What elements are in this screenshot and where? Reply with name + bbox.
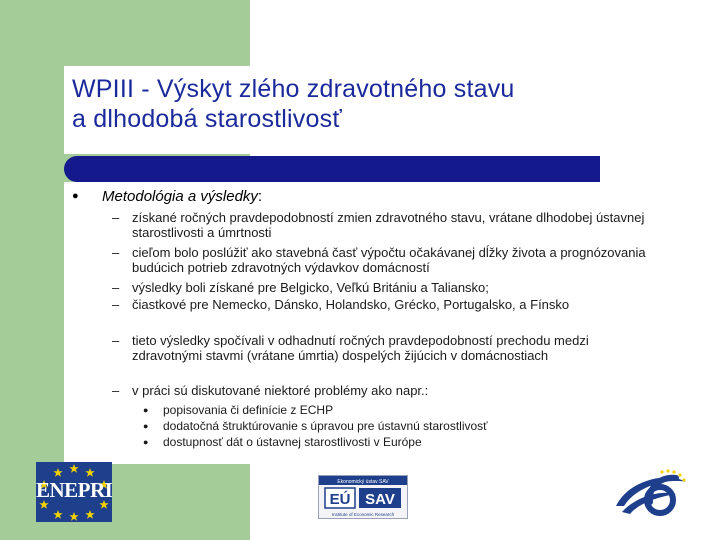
sub-bullet-text: v práci sú diskutované niektoré problémy ako napr.: <box>132 383 429 398</box>
sav-logo-eu: EÚ <box>329 491 351 508</box>
enepri-logo-text: ENEPRI <box>36 478 112 502</box>
sub-sub-bullet-text: dostupnosť dát o ústavnej starostlivosti v Európe <box>163 435 422 449</box>
bullet-dot-icon: ● <box>143 405 149 415</box>
dash-icon: – <box>112 210 120 225</box>
sub-bullet-text: tieto výsledky spočívali v odhadnutí ročných pravdepodobností prechodu medzi zdravotnými stavmi (vrátane úmrtia) dospelých žijúcich v domácnostiach <box>132 333 589 363</box>
sav-logo <box>318 475 408 519</box>
sub-sub-bullet-text: dodatočná štruktúrovanie s úpravou pre ústavnú starostlivosť <box>163 419 488 433</box>
dash-icon: – <box>112 333 120 348</box>
sub-bullet-text: získané ročných pravdepodobností zmien zdravotného stavu, vrátane dlhodobej ústavnej starostlivosti a úmrtnosti <box>132 210 645 240</box>
sav-logo-header: Ekonomický ústav SAV <box>337 479 389 485</box>
enepri-logo <box>36 462 112 522</box>
main-bullet-suffix: : <box>257 188 263 205</box>
slide-title-line2: a dlhodobá starostlivosť <box>72 105 342 133</box>
sub-bullet-text: čiastkové pre Nemecko, Dánsko, Holandsko, Grécko, Portugalsko, a Fínsko <box>132 297 570 312</box>
bullet-dot-icon: ● <box>143 437 149 447</box>
main-bullet-label: Metodológia a výsledky <box>102 188 258 205</box>
sub-bullet-text: výsledky boli získané pre Belgicko, Veľkú Britániu a Taliansko; <box>132 280 489 295</box>
dash-icon: – <box>112 280 120 295</box>
slide-title-line1: WPIII - Výskyt zlého zdravotného stavu <box>72 75 515 103</box>
dash-icon: – <box>112 383 120 398</box>
bullet-dot-icon: ● <box>143 421 149 431</box>
slide-title <box>72 74 515 134</box>
title-divider-bar <box>64 156 600 182</box>
bullet-dot-icon: ● <box>72 190 79 202</box>
sav-logo-sav: SAV <box>365 491 395 508</box>
dash-icon: – <box>112 245 120 260</box>
fp6-logo-icon <box>610 466 690 518</box>
dash-icon: – <box>112 297 120 312</box>
sav-logo-footer: Institute of Economic Research <box>331 512 395 517</box>
sub-bullet-text: cieľom bolo poslúžiť ako stavebná časť výpočtu očakávanej dĺžky života a prognózovania budúcich potrieb zdravotných výdavkov domácností <box>132 245 646 275</box>
sub-sub-bullet-text: popisovania či definície z ECHP <box>163 403 334 417</box>
sav-logo-graphic <box>319 476 407 518</box>
